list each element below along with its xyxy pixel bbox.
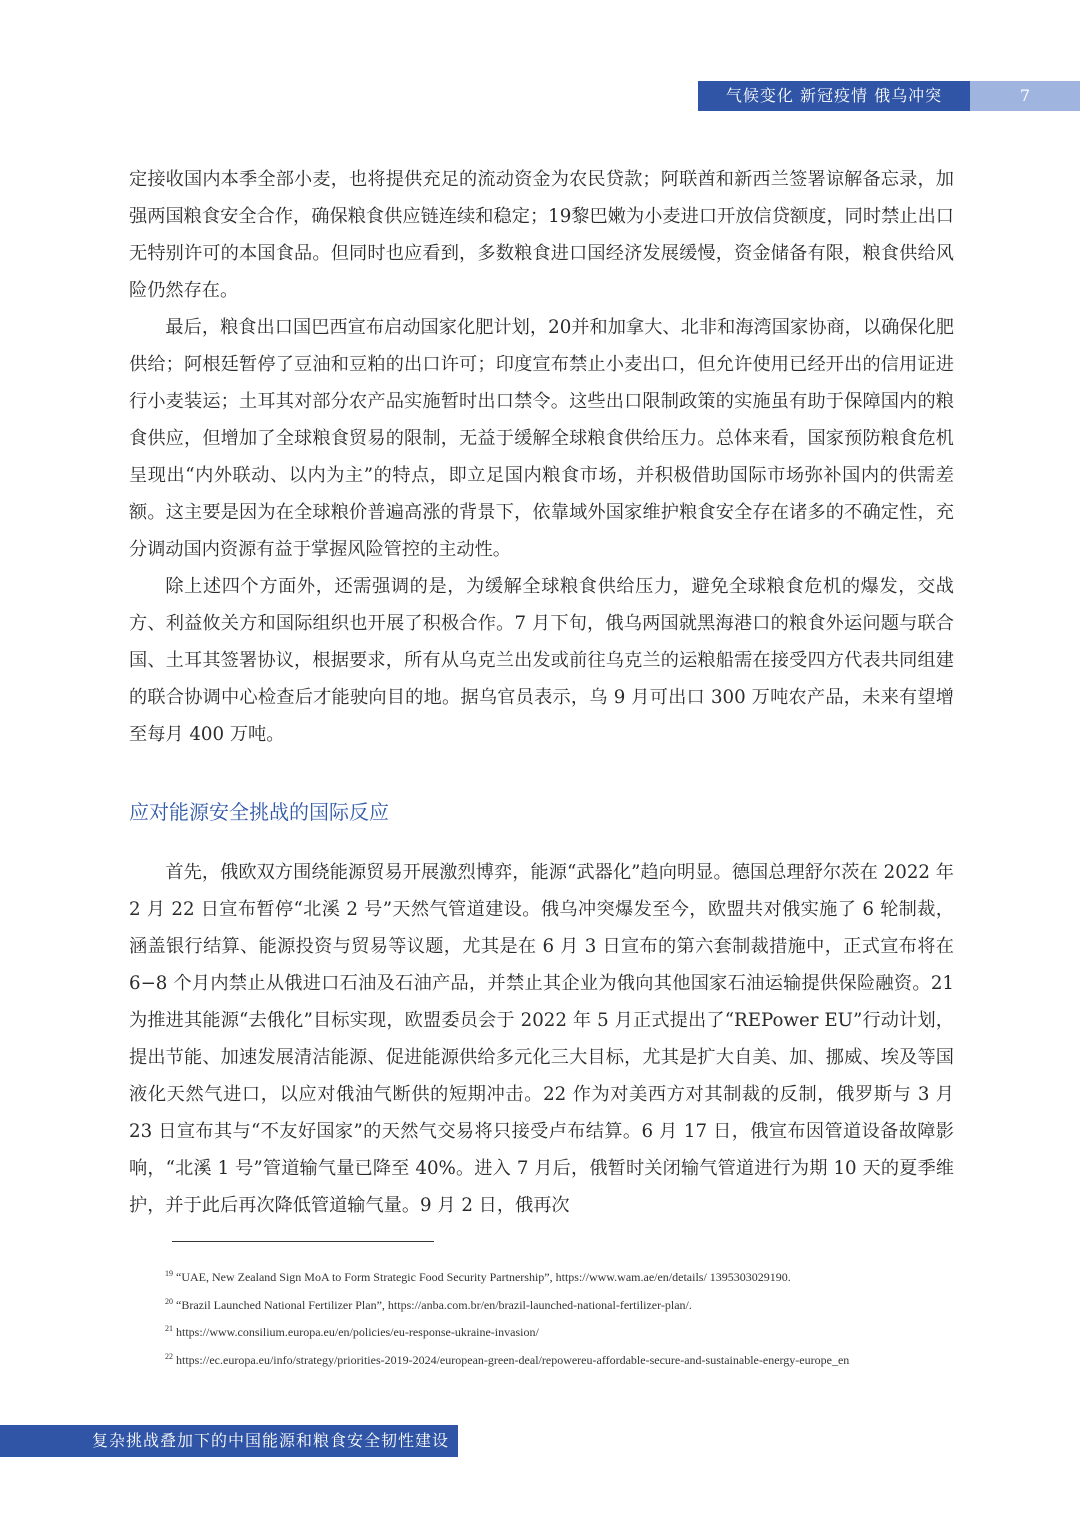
footnote-number: 22	[165, 1351, 173, 1361]
paragraph-continued: 定接收国内本季全部小麦，也将提供充足的流动资金为农民贷款；阿联酋和新西兰签署谅解备忘录，加强两国粮食安全合作，确保粮食供应链连续和稳定；19黎巴嫩为小麦进口开放信贷额度，同时禁止出口无特别许可的本国食品。但同时也应看到，多数粮食进口国经济发展缓慢，资金储备有限，粮食供给风险仍然存在。	[129, 169, 954, 301]
footnote-text: “UAE, New Zealand Sign MoA to Form Strategic Food Security Partnership”, https://www.wam.ae/en/details/ 1395303029190.	[176, 1270, 791, 1284]
footnotes	[165, 1262, 965, 1372]
footnote	[165, 1317, 965, 1345]
footnote-number: 21	[165, 1324, 173, 1333]
section-heading: 应对能源安全挑战的国际反应	[129, 800, 389, 824]
running-footer-title: 复杂挑战叠加下的中国能源和粮食安全韧性建设	[0, 1425, 458, 1457]
page-number: 7	[970, 81, 1080, 111]
paragraph-energy-response: 首先，俄欧双方围绕能源贸易开展激烈博弈，能源“武器化”趋向明显。德国总理舒尔茨在 2022 年 2 月 22 日宣布暂停“北溪 2 号”天然气管道建设。俄乌冲突爆发至今，欧盟共对俄实施了 6 轮制裁，涵盖银行结算、能源投资与贸易等议题，尤其是在 6 月 3 日宣布的第六套制裁措施中，正式宣布将在 6−8 个月内禁止从俄进口石油及石油产品，并禁止其企业为俄向其他国家石油运输提供保险融资。21 为推进其能源“去俄化”目标实现，欧盟委员会于 2022 年 5 月正式提出了“REPower EU”行动计划，提出节能、加速发展清洁能源、促进能源供给多元化三大目标，尤其是扩大自美、加、挪威、埃及等国液化天然气进口，以应对俄油气断供的短期冲击。22 作为对美西方对其制裁的反制，俄罗斯与 3 月 23 日宣布其与“不友好国家”的天然气交易将只接受卢布结算。6 月 17 日，俄宣布因管道设备故障影响，“北溪 1 号”管道输气量已降至 40%。进入 7 月后，俄暂时关闭输气管道进行为期 10 天的夏季维护，并于此后再次降低管道输气量。9 月 2 日，俄再次	[129, 862, 954, 1216]
footnote-text: https://www.consilium.europa.eu/en/policies/eu-response-ukraine-invasion/	[176, 1325, 539, 1339]
paragraph-grain-exporters: 最后，粮食出口国巴西宣布启动国家化肥计划，20并和加拿大、北非和海湾国家协商，以确保化肥供给；阿根廷暂停了豆油和豆粕的出口许可；印度宣布禁止小麦出口，但允许使用已经开出的信用证进行小麦装运；土耳其对部分农产品实施暂时出口禁令。这些出口限制政策的实施虽有助于保障国内的粮食供应，但增加了全球粮食贸易的限制，无益于缓解全球粮食供给压力。总体来看，国家预防粮食危机呈现出“内外联动、以内为主”的特点，即立足国内粮食市场，并积极借助国际市场弥补国内的供需差额。这主要是因为在全球粮价普遍高涨的背景下，依靠域外国家维护粮食安全存在诸多的不确定性，充分调动国内资源有益于掌握风险管控的主动性。	[129, 317, 954, 560]
paragraph-international-cooperation: 除上述四个方面外，还需强调的是，为缓解全球粮食供给压力，避免全球粮食危机的爆发，交战方、利益攸关方和国际组织也开展了积极合作。7 月下旬，俄乌两国就黑海港口的粮食外运问题与联合国、土耳其签署协议，根据要求，所有从乌克兰出发或前往乌克兰的运粮船需在接受四方代表共同组建的联合协调中心检查后才能驶向目的地。据乌官员表示，乌 9 月可出口 300 万吨农产品，未来有望增至每月 400 万吨。	[129, 576, 954, 745]
footnote-text: “Brazil Launched National Fertilizer Plan”, https://anba.com.br/en/brazil-launched-national-fertilizer-plan/.	[176, 1297, 692, 1312]
footnote-number: 20	[165, 1296, 173, 1306]
body-text-block	[129, 161, 954, 753]
footnote	[165, 1345, 965, 1373]
footnote	[165, 1262, 965, 1290]
footnote-number: 19	[165, 1269, 173, 1278]
footnote	[165, 1290, 965, 1318]
footnote-text: https://ec.europa.eu/info/strategy/priorities-2019-2024/european-green-deal/repowereu-affordable-secure-and-sustainable-energy-europe_en	[176, 1352, 850, 1367]
footnote-divider	[172, 1241, 434, 1242]
section-body	[129, 854, 954, 1224]
running-header-title: 气候变化 新冠疫情 俄乌冲突	[698, 81, 970, 111]
